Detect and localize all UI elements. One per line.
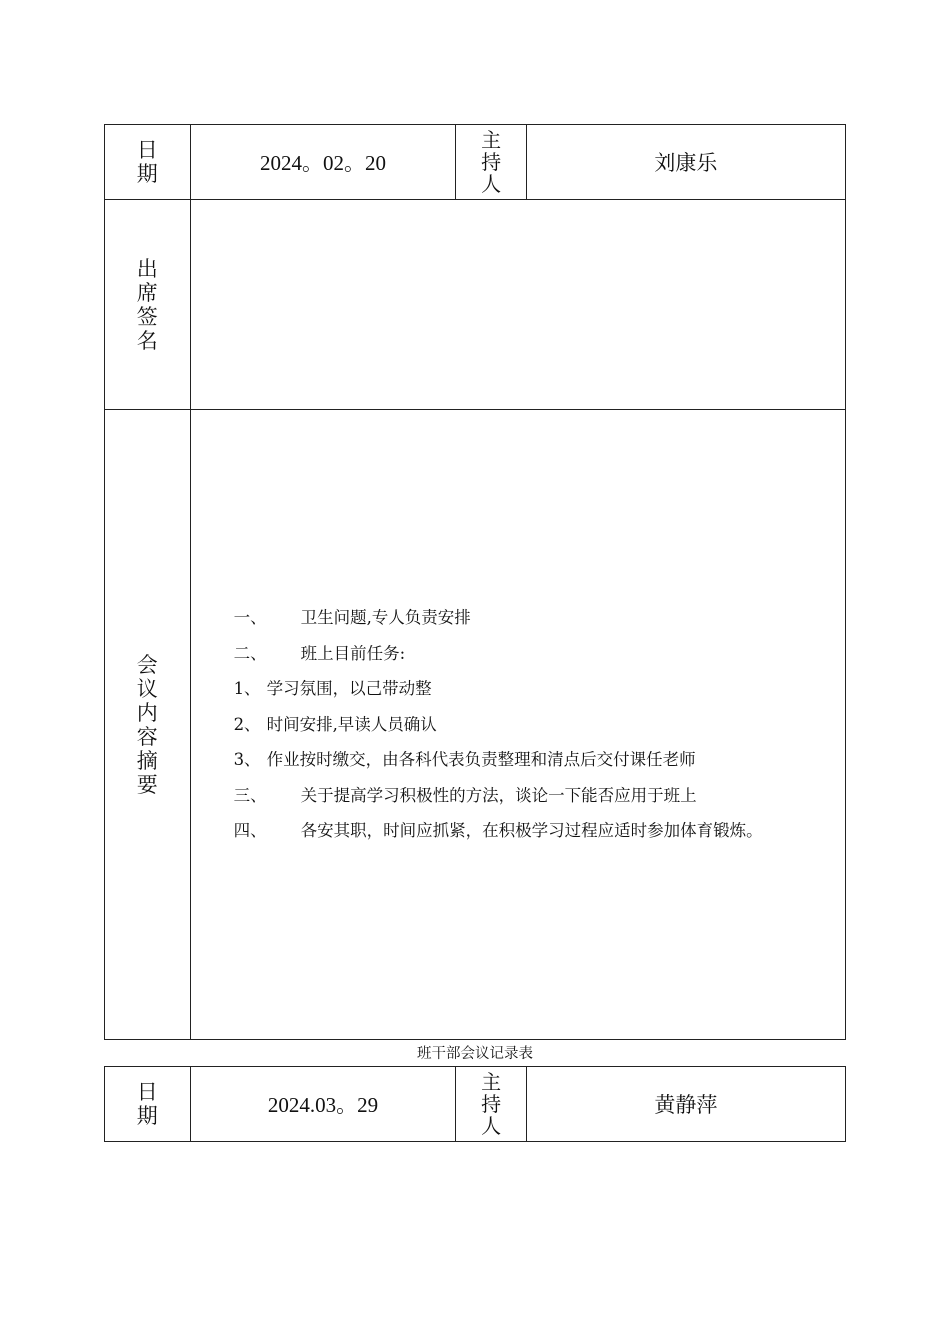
item-marker: 3、 [233, 750, 261, 769]
host-label: 主 持 人 [456, 125, 526, 200]
list-item [234, 707, 763, 743]
attendance-label: 出 席 签 名 [105, 200, 191, 410]
item-text: 班上目前任务: [300, 643, 406, 663]
host-name: 刘康乐 [526, 125, 845, 200]
content-summary-label: 会 议 内 容 摘 要 [105, 410, 191, 1040]
list-item [234, 742, 763, 778]
header-row [105, 1067, 846, 1142]
attendance-row [105, 200, 846, 410]
host-name: 黄静萍 [526, 1067, 845, 1142]
item-text: 时间安排,早读人员确认 [266, 714, 437, 734]
item-marker: 四、 [233, 821, 267, 840]
header-row [105, 125, 846, 200]
list-item [234, 778, 763, 814]
list-item [234, 671, 763, 707]
date-value: 2024.03。29 [190, 1067, 456, 1142]
date-label: 日 期 [105, 1067, 191, 1142]
item-text: 关于提高学习积极性的方法，谈论一下能否应用于班上 [300, 785, 697, 805]
meeting-record-table-2 [104, 1066, 846, 1142]
item-marker: 三、 [233, 785, 267, 805]
item-marker: 2、 [233, 714, 261, 734]
attendance-signature-area [190, 200, 845, 410]
item-marker: 1、 [233, 679, 261, 698]
item-text: 各安其职，时间应抓紧，在积极学习过程应适时参加体育锻炼。 [300, 821, 763, 840]
list-item [234, 813, 763, 849]
table-caption: 班干部会议记录表 [417, 1046, 533, 1062]
list-item [234, 636, 763, 672]
host-label: 主 持 人 [456, 1067, 526, 1142]
content-item-list [234, 600, 763, 849]
date-label: 日 期 [105, 125, 191, 200]
item-text: 作业按时缴交，由各科代表负责整理和清点后交付课任老师 [266, 750, 696, 769]
item-text: 卫生问题,专人负责安排 [300, 608, 471, 627]
item-text: 学习氛围，以己带动整 [266, 679, 432, 698]
item-marker: 二、 [233, 643, 267, 663]
item-marker: 一、 [233, 608, 267, 627]
list-item [234, 600, 763, 636]
meeting-record-table-1 [104, 124, 846, 1040]
date-value: 2024。02。20 [190, 125, 456, 200]
content-row [105, 410, 846, 1040]
content-summary-area [190, 410, 845, 1040]
